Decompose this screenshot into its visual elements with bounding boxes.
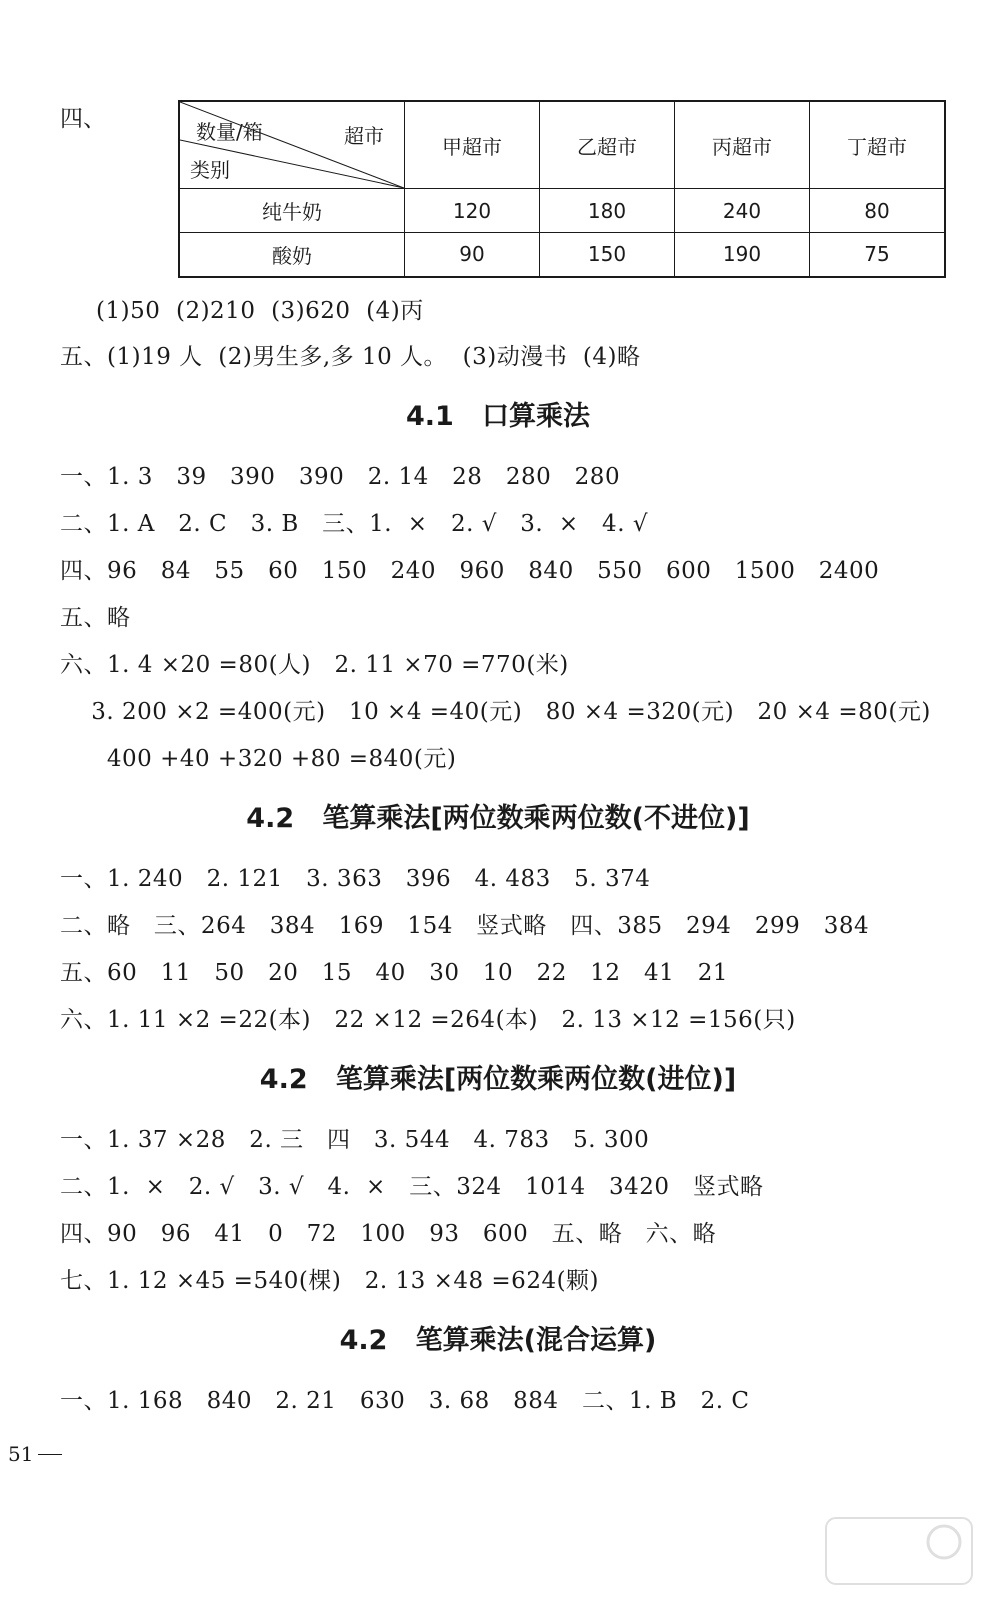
answer-line: 六、1. 4 ×20 =80(人) 2. 11 ×70 =770(米) [60,652,569,678]
answer-line: 六、1. 11 ×2 =22(本) 22 ×12 =264(本) 2. 13 ×12 =156(只) [60,1007,796,1033]
table-cell: 190 [675,233,810,277]
column-header: 丁超市 [810,101,946,189]
table-cell: 120 [405,189,540,233]
table-cell: 75 [810,233,946,277]
corner-supermarket-label: 超市 [344,124,384,148]
table-cell: 150 [540,233,675,277]
answer-line: 五、60 11 50 20 15 40 30 10 22 12 41 21 [60,960,728,986]
column-header: 乙超市 [540,101,675,189]
watermark-logo [824,1516,974,1586]
answer-line: 一、1. 37 ×28 2. 三 四 3. 544 4. 783 5. 300 [60,1127,650,1153]
answer-line: 四、90 96 41 0 72 100 93 600 五、略 六、略 [60,1221,717,1247]
answer-line: 一、1. 3 39 390 390 2. 14 28 280 280 [60,464,621,490]
table-cell: 240 [675,189,810,233]
section-5-answers: 五、(1)19 人 (2)男生多,多 10 人。 (3)动漫书 (4)略 [60,344,641,370]
table-cell: 80 [810,189,946,233]
answer-line: 五、略 [60,605,131,631]
column-header: 丙超市 [675,101,810,189]
page-number-dash [38,1454,62,1455]
table-row [179,189,945,233]
answer-line: 二、略 三、264 384 169 154 竖式略 四、385 294 299 384 [60,913,870,939]
corner-qty-label: 数量/箱 [196,120,263,144]
column-header: 甲超市 [405,101,540,189]
heading-4-1: 4.1 口算乘法 [405,401,591,432]
row-name: 酸奶 [179,233,405,277]
table-row [179,233,945,277]
table-corner-cell [179,101,405,189]
answer-line: 四、96 84 55 60 150 240 960 840 550 600 1500 2400 [60,558,880,584]
heading-4-2-no-carry: 4.2 笔算乘法[两位数乘两位数(不进位)] [246,803,750,834]
answer-line: 七、1. 12 ×45 =540(棵) 2. 13 ×48 =624(颗) [60,1268,600,1294]
section-4-answers: (1)50 (2)210 (3)620 (4)丙 [96,298,424,324]
table-header-row [179,101,945,189]
heading-4-2-mixed: 4.2 笔算乘法(混合运算) [339,1325,657,1356]
answer-line: 一、1. 168 840 2. 21 630 3. 68 884 二、1. B 2. C [60,1388,750,1414]
answer-line: 400 +40 +320 +80 =840(元) [60,746,457,772]
section-4-label: 四、 [60,106,106,132]
page-number: 51 [8,1442,34,1466]
answer-line: 3. 200 ×2 =400(元) 10 ×4 =40(元) 80 ×4 =320(元) 20 ×4 =80(元) [60,699,931,725]
answer-line: 二、1. A 2. C 3. B 三、1. × 2. √ 3. × 4. √ [60,511,648,537]
row-name: 纯牛奶 [179,189,405,233]
answer-line: 二、1. × 2. √ 3. √ 4. × 三、324 1014 3420 竖式略 [60,1174,764,1200]
table-cell: 90 [405,233,540,277]
supermarket-table [178,100,946,278]
heading-4-2-carry: 4.2 笔算乘法[两位数乘两位数(进位)] [259,1064,737,1095]
answer-line: 一、1. 240 2. 121 3. 363 396 4. 483 5. 374 [60,866,651,892]
table-cell: 180 [540,189,675,233]
corner-category-label: 类别 [190,158,230,182]
